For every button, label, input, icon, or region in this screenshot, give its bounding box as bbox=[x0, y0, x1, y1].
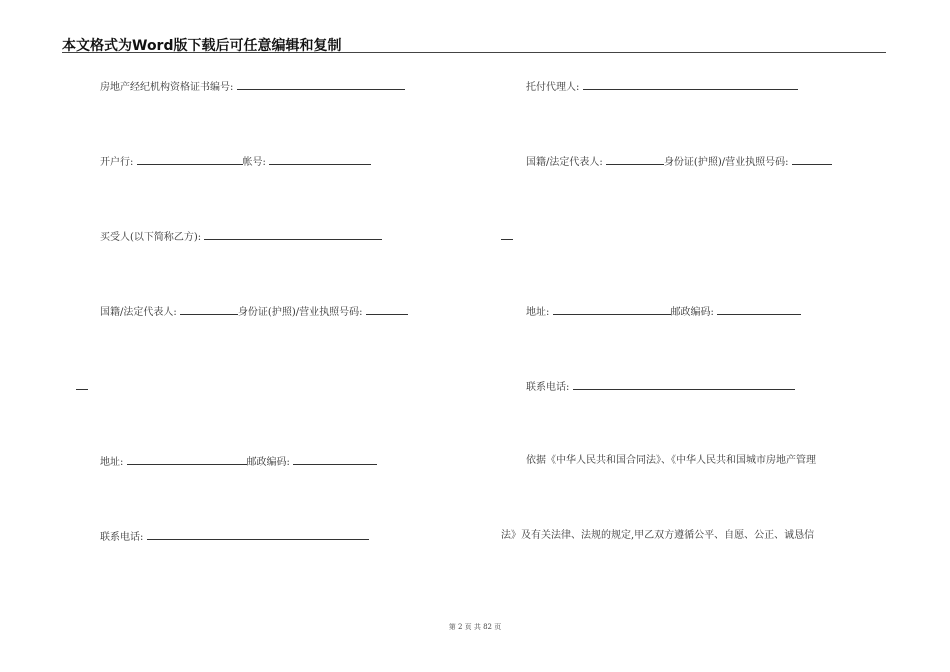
buyer-line bbox=[100, 229, 382, 245]
agent-blank[interactable] bbox=[583, 79, 798, 90]
license-number-blank[interactable] bbox=[237, 79, 405, 90]
buyer-nationality-blank[interactable] bbox=[180, 304, 238, 315]
agent-id-blank[interactable] bbox=[792, 154, 832, 165]
agent-id-blank-continued[interactable] bbox=[501, 229, 513, 240]
agent-phone-label: 联系电话: bbox=[526, 382, 570, 393]
license-number-line bbox=[100, 79, 405, 95]
buyer-id-label: 身份证(护照)/营业执照号码: bbox=[237, 307, 363, 318]
agent-label: 托付代理人: bbox=[526, 82, 580, 93]
buyer-phone-blank[interactable] bbox=[147, 529, 369, 540]
agent-nationality-line bbox=[526, 154, 832, 170]
agent-id-continuation bbox=[501, 229, 513, 245]
license-number-label: 房地产经纪机构资格证书编号: bbox=[100, 82, 234, 93]
agent-phone-blank[interactable] bbox=[573, 379, 795, 390]
legal-basis-paragraph-line2: 法》及有关法律、法规的规定,甲乙双方遵循公平、自愿、公正、诚恳信 bbox=[501, 530, 815, 541]
buyer-postcode-label: 邮政编码: bbox=[246, 457, 290, 468]
agent-line bbox=[526, 79, 798, 95]
bank-account-line bbox=[100, 154, 371, 170]
buyer-id-blank-continued[interactable] bbox=[76, 379, 88, 390]
agent-phone-line bbox=[526, 379, 795, 395]
page-title: 本文格式为Word版下载后可任意编辑和复制 bbox=[62, 38, 342, 54]
buyer-blank[interactable] bbox=[204, 229, 382, 240]
agent-postcode-label: 邮政编码: bbox=[670, 307, 714, 318]
bank-blank[interactable] bbox=[137, 154, 243, 165]
account-label: 帐号: bbox=[242, 157, 266, 168]
buyer-id-blank[interactable] bbox=[366, 304, 408, 315]
agent-id-label: 身份证(护照)/营业执照号码: bbox=[663, 157, 789, 168]
agent-nationality-label: 国籍/法定代表人: bbox=[526, 157, 603, 168]
buyer-phone-line bbox=[100, 529, 369, 545]
agent-address-blank[interactable] bbox=[553, 304, 671, 315]
header-divider bbox=[62, 52, 886, 53]
agent-address-label: 地址: bbox=[526, 307, 550, 318]
page-number: 第 2 页 共 82 页 bbox=[448, 623, 502, 631]
buyer-address-blank[interactable] bbox=[127, 454, 247, 465]
bank-label: 开户行: bbox=[100, 157, 134, 168]
buyer-address-line bbox=[100, 454, 377, 470]
buyer-id-continuation bbox=[76, 379, 88, 395]
agent-postcode-blank[interactable] bbox=[717, 304, 801, 315]
buyer-nationality-label: 国籍/法定代表人: bbox=[100, 307, 177, 318]
agent-address-line bbox=[526, 304, 801, 320]
buyer-postcode-blank[interactable] bbox=[293, 454, 377, 465]
agent-nationality-blank[interactable] bbox=[606, 154, 664, 165]
buyer-phone-label: 联系电话: bbox=[100, 532, 144, 543]
buyer-address-label: 地址: bbox=[100, 457, 124, 468]
buyer-nationality-line bbox=[100, 304, 408, 320]
buyer-label: 买受人(以下简称乙方): bbox=[100, 232, 202, 243]
account-blank[interactable] bbox=[269, 154, 371, 165]
legal-basis-paragraph-line1: 依据《中华人民共和国合同法》、《中华人民共和国城市房地产管理 bbox=[526, 455, 816, 466]
